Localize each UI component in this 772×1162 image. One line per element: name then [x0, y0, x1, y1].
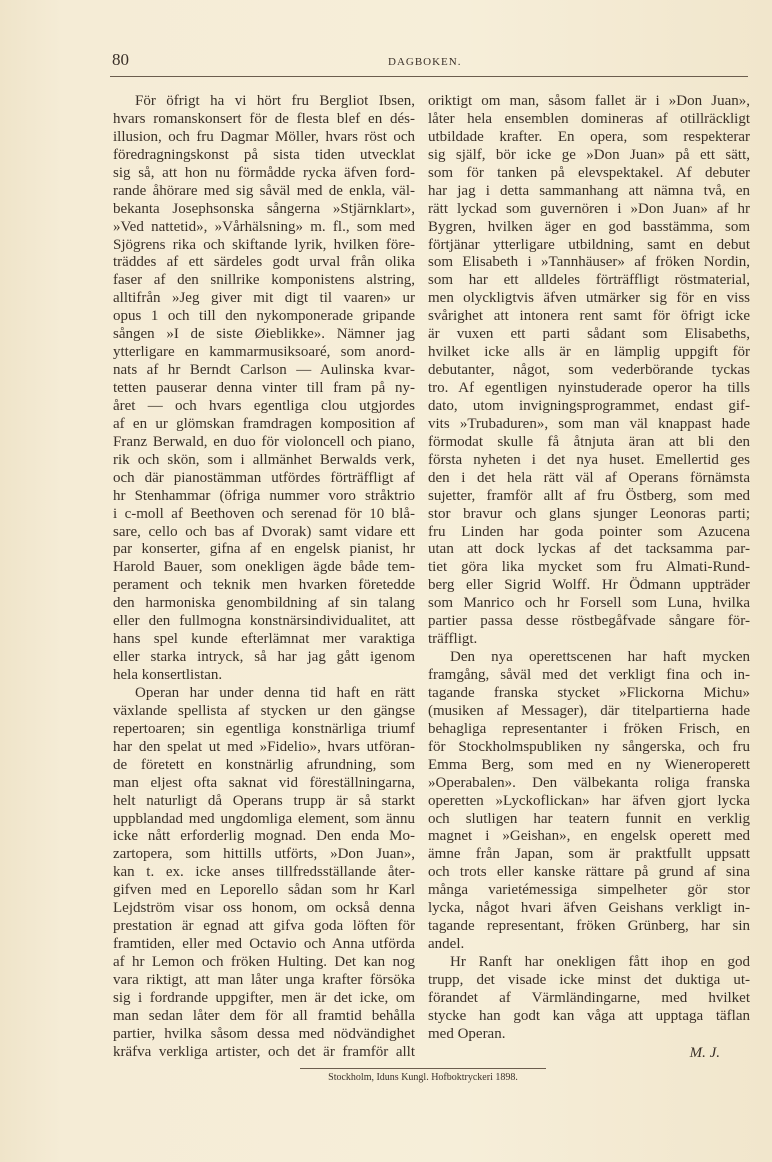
- text-line: man sedan låter dem för all framtid behålla: [113, 1007, 415, 1024]
- paragraph: [113, 685, 415, 1062]
- text-line: »Ved nattetid», »Vårhälsning» m. fl., som med: [113, 218, 415, 235]
- text-line: oriktigt om man, såsom fallet är i »Don Juan»,: [428, 93, 750, 109]
- text-line: svårighet att intonera rent samt för öfrigt icke: [428, 308, 750, 325]
- paragraph: [428, 93, 750, 649]
- text-line: man eljest ofta saknat vid föreställningarna,: [113, 774, 415, 791]
- text-line: stycke han godt kan våga att upptaga täflan: [428, 1007, 750, 1024]
- text-line: bekanta Josephsonska sångerna »Stjärnklart»,: [113, 200, 415, 217]
- text-line: nats af hr Berndt Carlson — Aulinska kvar-: [113, 362, 415, 379]
- text-line: af hr Lemon och fröken Hulting. Det kan nog: [113, 954, 415, 970]
- text-line: träddes af ett särdeles godt urval från olika: [113, 254, 415, 271]
- paragraph: [428, 649, 750, 954]
- text-line: som har ett alldeles förträffligt röstmaterial,: [428, 272, 750, 289]
- text-line: tetten pauserar denna vinter till fram på ny-: [113, 380, 415, 396]
- text-line: hans spel kunde efterlämnat mer varaktiga: [113, 631, 415, 648]
- text-line: i c-moll af Beethoven och serenad för 10 blå-: [113, 505, 415, 522]
- text-line: kräfva verkliga artister, och det är framför allt: [113, 1043, 415, 1060]
- text-line: vits »Trubaduren», som man väl knappast hade: [428, 415, 750, 432]
- text-line: vara riktigt, att man låter unga krafter försöka: [113, 971, 415, 988]
- text-line: framgång, såväl med det verkligt fina och in-: [428, 667, 750, 683]
- text-line: är vuxen ett parti sådant som Elisabeths,: [428, 326, 750, 343]
- page-number: 80: [112, 50, 129, 69]
- text-line: andel.: [428, 936, 465, 953]
- text-line: debutanter, något, som vederbörande tyckas: [428, 362, 750, 379]
- text-line: prestation är egnad att gifva goda löften för: [113, 918, 415, 935]
- text-line: sig så, att hon nu förmådde rycka äfven ford-: [113, 164, 415, 181]
- text-line: och slutligen har teatern funnit en verklig: [428, 810, 750, 827]
- text-line: som för tanken på elevspektakel. Af debuter: [428, 164, 750, 181]
- text-line: partier, hvilka såsom dessa med nödvändighet: [113, 1025, 415, 1042]
- text-line: tagande franska stycket »Flickorna Michu»: [428, 684, 750, 701]
- text-line: (musiken af Messager), där titelpartierna hade: [428, 702, 750, 719]
- text-line: tro. Af egentligen nyinstuderade operor ha tills: [428, 380, 750, 396]
- text-line: för Stockholmspubliken ny sångerska, och fru: [428, 738, 750, 755]
- text-line: många varietémessiga simpelheter gör stor: [428, 882, 750, 899]
- text-line: med Operan.: [428, 1025, 506, 1042]
- text-line: rik och skön, som i allmänhet Berwalds verk,: [113, 451, 415, 468]
- text-line: förmodat skulle få åtnjuta äran att bli den: [428, 433, 750, 450]
- text-line: rande åhörare med sig såväl med de enkla, väl-: [113, 182, 415, 199]
- text-line: Franz Berwald, en duo för violoncell och piano,: [113, 433, 415, 450]
- text-line: hvars romanskonsert för de flesta blef en dés-: [113, 110, 415, 127]
- text-line: gifven med en Leporello sådan som hr Karl: [113, 882, 415, 899]
- text-line: fru Linden har goda pointer som Azucena: [428, 523, 750, 540]
- text-line: behagliga representanter i fröken Frisch, en: [428, 720, 750, 737]
- text-line: uppblandad med ungdomliga element, som ännu: [113, 810, 415, 827]
- text-line: opus 1 och till den nykomponerade gripande: [113, 308, 415, 325]
- text-line: För öfrigt ha vi hört fru Bergliot Ibsen,: [135, 93, 415, 109]
- paragraph: [113, 93, 415, 685]
- text-line: faser af den snillrike komponistens alstring,: [113, 272, 415, 289]
- text-line: den i det hela rätt väl af Operans förnämsta: [428, 469, 750, 486]
- text-line: operetten »Lyckoflickan» har äfven gjort lycka: [428, 792, 750, 809]
- text-line: repertoaren; sin egentliga konstnärliga triumf: [113, 720, 415, 737]
- text-line: hr Stenhammar (öfriga nummer voro stråktrio: [113, 487, 415, 504]
- text-line: de företett en konstnärlig afrundning, som: [113, 756, 415, 773]
- text-line: sig i fordrande uppgifter, men är det icke, om: [113, 989, 415, 1006]
- text-line: Den nya operettscenen har haft mycken: [450, 649, 750, 666]
- text-line: magnet i »Geishan», en engelsk operett med: [428, 828, 750, 845]
- text-line: hela konsertlistan.: [113, 667, 223, 683]
- text-line: perament och teknik men hvarken företedde: [113, 577, 415, 594]
- text-line: Sjögrens rika och skiftande lyrik, hvilken före-: [113, 236, 415, 253]
- text-line: sare, cello och bas af Dvorak) samt vidare ett: [113, 523, 415, 540]
- text-line: eller starka intryck, så har jag gått igenom: [113, 649, 415, 666]
- text-line: Emma Berg, som med en ny Wieneroperett: [428, 756, 750, 773]
- text-line: föredragningskonst på sista tiden utvecklat: [113, 146, 415, 163]
- paragraph: [428, 954, 750, 1044]
- text-line: eller den fullmogna konstnärsindividualitet, att: [113, 613, 415, 630]
- text-line: sången »I de siste Øieblikke». Nämner jag: [113, 326, 415, 343]
- text-line: ämne från Japan, som är praktfullt uppsatt: [428, 846, 750, 863]
- text-line: har jag i detta sammanhang att nämna två, en: [428, 182, 750, 199]
- text-line: tagande representant, fröken Grünberg, har sin: [428, 918, 750, 935]
- text-line: och där pianostämman utfördes förträffligt af: [113, 469, 415, 486]
- text-line: Hr Ranft har onekligen fått ihop en god: [450, 954, 750, 970]
- text-line: utan att dock lyckas af det tacksamma par-: [428, 541, 750, 558]
- text-line: dato, utom invigningsprogrammet, endast gif-: [428, 397, 750, 414]
- text-line: och trots eller kanske rättare på grund af sina: [428, 864, 750, 881]
- text-line: den harmoniska genombildning af sin talang: [113, 595, 415, 612]
- text-line: zartopera, som hittills utförts, »Don Juan»,: [113, 846, 415, 863]
- text-line: Bygren, hvilken äger en god basstämma, som: [428, 218, 750, 235]
- text-line: men olyckligtvis äfven utmärker sig för en viss: [428, 290, 750, 307]
- text-line: Lejdström visar oss honom, om också denna: [113, 900, 415, 917]
- text-line: berg eller Sigrid Wolff. Hr Ödmann uppträder: [428, 577, 750, 594]
- text-line: året — och hvars egentliga clou utgjordes: [113, 397, 415, 414]
- text-line: helt naturligt då Operans trupp är så starkt: [113, 792, 415, 809]
- text-line: »Operabalen». Den välbekanta roliga franska: [428, 774, 750, 791]
- running-title: DAGBOKEN.: [388, 56, 462, 68]
- right-column: [428, 93, 750, 1062]
- text-line: illusion, och fru Dagmar Möller, hvars röst och: [113, 128, 415, 145]
- text-line: sig själf, bör icke ge »Don Juan» på ett sätt,: [428, 146, 750, 163]
- text-line: Harold Bauer, som onekligen ägde både tem-: [113, 559, 415, 576]
- text-line: utbildade krafter. En opera, som respekterar: [428, 128, 750, 145]
- text-line: förtjänar ytterligare utbildning, samt en debut: [428, 236, 750, 253]
- left-column: [113, 93, 415, 1062]
- text-line: första nyheten i det nya huset. Emellertid ges: [428, 451, 750, 468]
- text-line: lycka, något hvari äfven Geishans verkligt in-: [428, 900, 750, 917]
- text-line: partier passa desse röstbegåfvade sångare för-: [428, 613, 750, 630]
- text-line: framtiden, eller med Octavio och Anna utförda: [113, 936, 415, 953]
- text-line: som Manrico och hr Forsell som Luna, hvilka: [428, 595, 750, 612]
- text-line: träffligt.: [428, 631, 478, 648]
- text-line: växlande spellista af stycken ur den gängse: [113, 702, 415, 719]
- text-line: hvilket icke alls är en lämplig uppgift för: [428, 344, 750, 361]
- author-signature: M. J.: [689, 1044, 720, 1061]
- text-line: har den spelat ut med »Fidelio», hvars utföran-: [113, 738, 415, 755]
- footer-rule: [300, 1068, 546, 1069]
- printer-imprint: Stockholm, Iduns Kungl. Hofboktryckeri 1898.: [328, 1072, 518, 1083]
- text-line: förandet af Värmländingarne, med hvilket: [428, 989, 750, 1006]
- text-line: af en ur glömskan framdragen komposition af: [113, 415, 415, 432]
- text-line: rätt lyckad som guvernören i »Don Juan» af hr: [428, 200, 750, 217]
- text-line: stor bravur och glans sjunger Leonoras parti;: [428, 505, 750, 522]
- text-line: ytterligare en kammarmusiksoaré, som anord-: [113, 344, 415, 361]
- text-line: Operan har under denna tid haft en rätt: [135, 684, 415, 701]
- text-line: trupp, det visade icke minst det duktiga ut-: [428, 971, 750, 988]
- text-line: tiet göra lika mycket som fru Almati-Rund-: [428, 559, 750, 576]
- header-rule: [110, 76, 748, 77]
- text-line: alltifrån »Jeg giver mit digt til vaaren» ur: [113, 290, 415, 307]
- text-line: par konserter, gifna af en engelsk pianist, hr: [113, 541, 415, 558]
- text-line: låter hela ensemblen domineras af otillräckligt: [428, 110, 750, 127]
- text-line: icke nått erforderlig mognad. Den enda Mo-: [113, 828, 415, 845]
- text-line: sujetter, framför allt af fru Östberg, som med: [428, 487, 750, 504]
- text-line: som Elisabeth i »Tannhäuser» af fröken Nordin,: [428, 254, 750, 271]
- text-line: kan t. ex. icke anses tillfredsställande åter-: [113, 864, 415, 881]
